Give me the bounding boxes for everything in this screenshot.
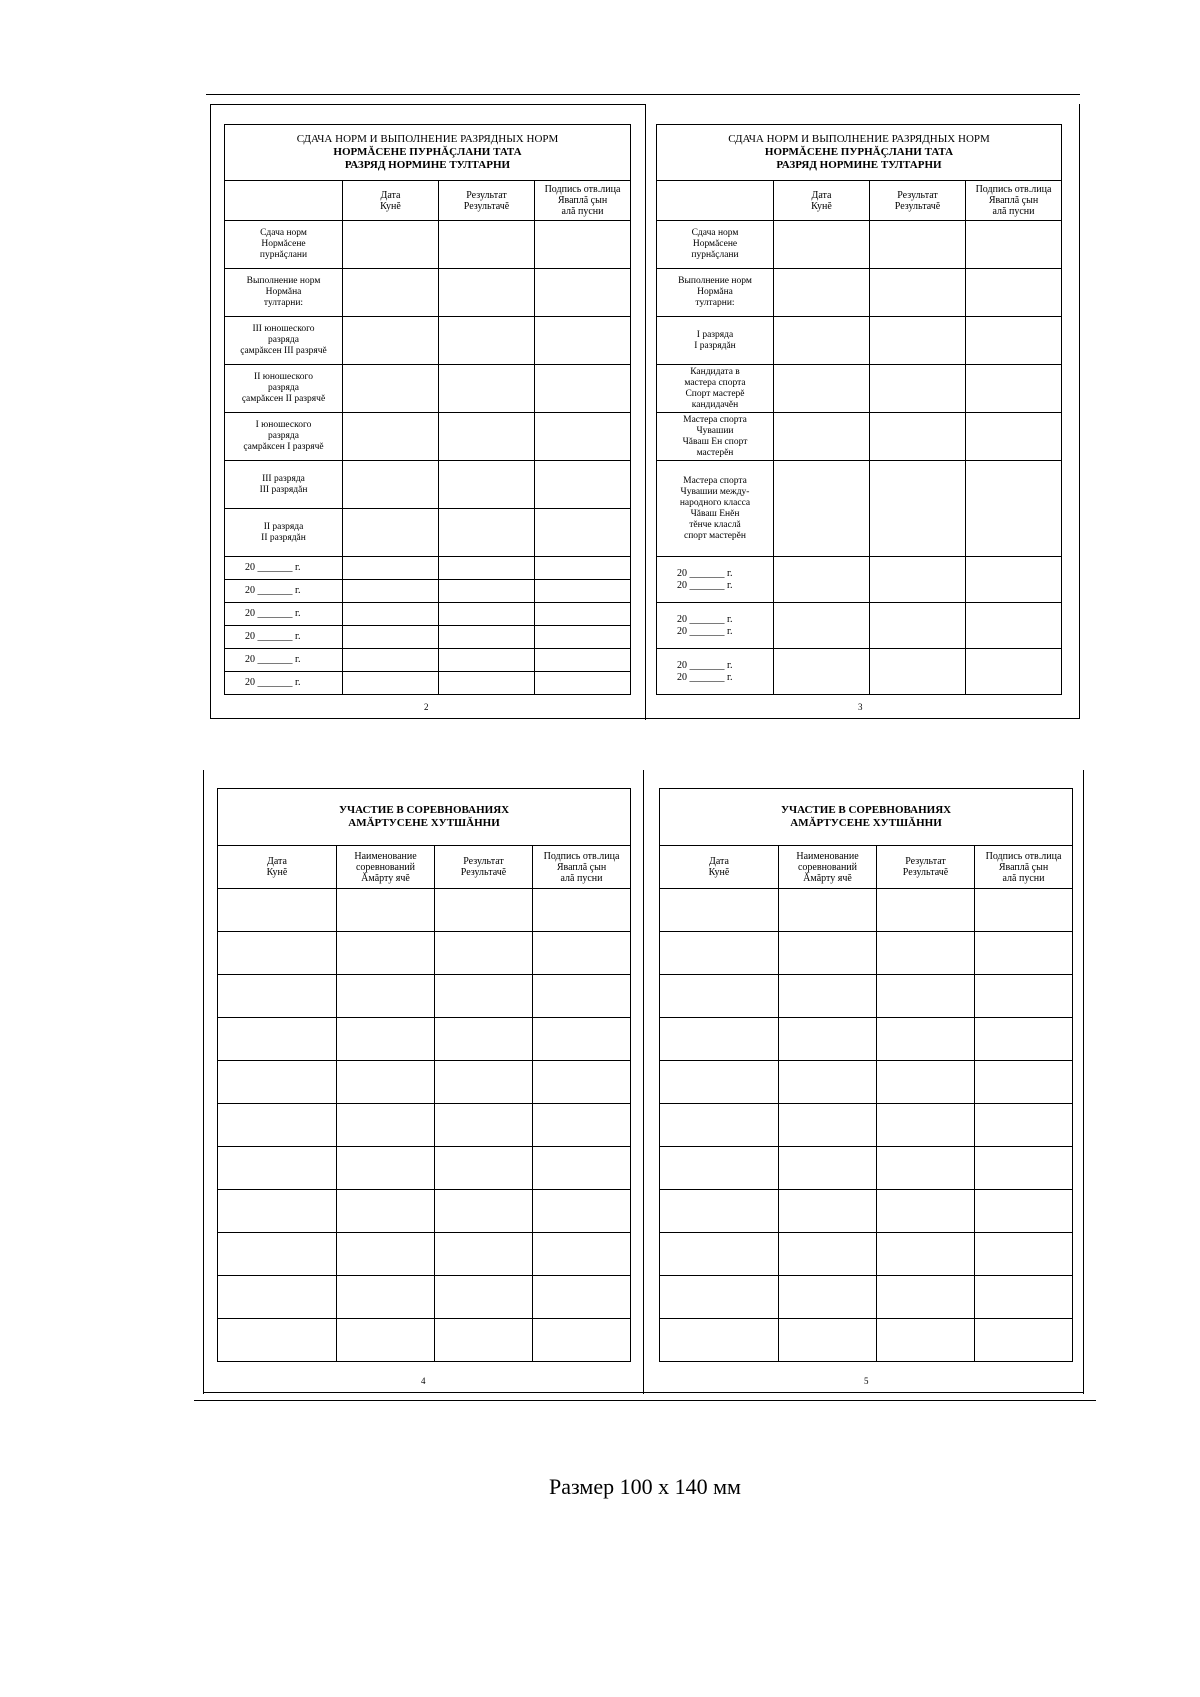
entry-cell[interactable] [343, 649, 439, 672]
entry-cell[interactable] [533, 1104, 631, 1147]
entry-cell[interactable] [660, 1190, 779, 1233]
entry-cell[interactable] [343, 413, 439, 461]
entry-cell[interactable] [343, 672, 439, 695]
entry-cell[interactable] [218, 889, 337, 932]
entry-cell[interactable] [533, 1233, 631, 1276]
entry-cell[interactable] [660, 1104, 779, 1147]
title-line-2: АМĂРТУСЕНЕ ХУТШĂННИ [348, 817, 500, 829]
year-row-label: 20 _______ г. [225, 649, 343, 672]
title-line-1: УЧАСТИЕ В СОРЕВНОВАНИЯХ [780, 804, 952, 816]
col-header-result: Результат Результачĕ [877, 846, 975, 889]
entry-cell[interactable] [660, 1061, 779, 1104]
competition-row [660, 1319, 1073, 1362]
top-spread-bottom-rule [210, 718, 1080, 719]
entry-cell[interactable] [337, 1018, 435, 1061]
year-row-label: 20 _______ г. [225, 672, 343, 695]
row-label-rank-3: III разряда III разрядăн [225, 461, 343, 509]
entry-cell[interactable] [343, 580, 439, 603]
entry-cell[interactable] [435, 1319, 533, 1362]
page-number: 3 [858, 702, 863, 712]
entry-cell[interactable] [337, 1147, 435, 1190]
competitions-rows-page-4 [218, 889, 631, 1362]
entry-cell[interactable] [774, 269, 870, 317]
col-header-signature: Подпись отв.лица Яваплă çын алă пусни [975, 846, 1073, 889]
competitions-table-page-4 [217, 788, 631, 1362]
entry-cell[interactable] [218, 1190, 337, 1233]
entry-cell[interactable] [337, 1233, 435, 1276]
entry-cell[interactable] [535, 221, 631, 269]
entry-cell[interactable] [439, 580, 535, 603]
entry-cell[interactable] [660, 932, 779, 975]
entry-cell[interactable] [435, 932, 533, 975]
entry-cell[interactable] [439, 269, 535, 317]
title-line-2: НОРМĂСЕНЕ ПУРНĂÇЛАНИ ТАТА [764, 146, 954, 158]
entry-cell[interactable] [343, 317, 439, 365]
competition-row [218, 1061, 631, 1104]
entry-cell[interactable] [439, 365, 535, 413]
entry-cell[interactable] [535, 672, 631, 695]
competition-row [660, 889, 1073, 932]
entry-cell[interactable] [774, 649, 870, 695]
entry-cell[interactable] [439, 221, 535, 269]
competition-row [660, 1147, 1073, 1190]
entry-cell[interactable] [966, 365, 1062, 413]
col-header-signature: Подпись отв.лица Яваплă çын алă пусни [966, 181, 1062, 221]
entry-cell[interactable] [533, 1190, 631, 1233]
entry-cell[interactable] [877, 975, 975, 1018]
entry-cell[interactable] [435, 1233, 533, 1276]
entry-cell[interactable] [774, 221, 870, 269]
norms-table-page-2 [224, 124, 631, 695]
title-line-1: УЧАСТИЕ В СОРЕВНОВАНИЯХ [338, 804, 510, 816]
entry-cell[interactable] [337, 1276, 435, 1319]
entry-cell[interactable] [779, 932, 877, 975]
entry-cell[interactable] [975, 1147, 1073, 1190]
entry-cell[interactable] [870, 221, 966, 269]
year-row-label: 20 _______ г. [225, 580, 343, 603]
entry-cell[interactable] [343, 557, 439, 580]
title-line-3: РАЗРЯД НОРМИНЕ ТУЛТАРНИ [776, 159, 942, 171]
entry-cell[interactable] [533, 1147, 631, 1190]
col-header-date: Дата Кунĕ [774, 181, 870, 221]
entry-cell[interactable] [877, 889, 975, 932]
page-number: 5 [864, 1376, 869, 1386]
entry-cell[interactable] [218, 1104, 337, 1147]
competition-row [218, 1018, 631, 1061]
entry-cell[interactable] [660, 1233, 779, 1276]
entry-cell[interactable] [779, 1190, 877, 1233]
top-spread-center-fold [645, 104, 646, 720]
entry-cell[interactable] [435, 1276, 533, 1319]
entry-cell[interactable] [439, 626, 535, 649]
col-header-result: Результат Результачĕ [435, 846, 533, 889]
entry-cell[interactable] [774, 603, 870, 649]
entry-cell[interactable] [660, 975, 779, 1018]
entry-cell[interactable] [774, 557, 870, 603]
entry-cell[interactable] [535, 603, 631, 626]
col-header-competition-name: Наименование соревнований Ăмăрту ячĕ [779, 846, 877, 889]
entry-cell[interactable] [439, 509, 535, 557]
entry-cell[interactable] [975, 975, 1073, 1018]
entry-cell[interactable] [533, 889, 631, 932]
entry-cell[interactable] [533, 975, 631, 1018]
title-line-2: НОРМĂСЕНЕ ПУРНĂÇЛАНИ ТАТА [333, 146, 522, 158]
header-blank-cell [225, 181, 343, 221]
entry-cell[interactable] [877, 932, 975, 975]
entry-cell[interactable] [533, 1018, 631, 1061]
entry-cell[interactable] [966, 649, 1062, 695]
entry-cell[interactable] [975, 1190, 1073, 1233]
entry-cell[interactable] [218, 1233, 337, 1276]
entry-cell[interactable] [774, 365, 870, 413]
entry-cell[interactable] [877, 1276, 975, 1319]
col-header-signature: Подпись отв.лица Яваплă çын алă пусни [535, 181, 631, 221]
entry-cell[interactable] [966, 221, 1062, 269]
entry-cell[interactable] [779, 1018, 877, 1061]
competition-row [660, 1104, 1073, 1147]
entry-cell[interactable] [218, 975, 337, 1018]
row-label-norms-complete: Выполнение норм Нормăна тултарни: [225, 269, 343, 317]
entry-cell[interactable] [870, 365, 966, 413]
entry-cell[interactable] [535, 557, 631, 580]
entry-cell[interactable] [966, 557, 1062, 603]
norms-table-title [657, 125, 1062, 181]
entry-cell[interactable] [870, 317, 966, 365]
entry-cell[interactable] [774, 413, 870, 461]
competition-row [218, 975, 631, 1018]
entry-cell[interactable] [343, 221, 439, 269]
entry-cell[interactable] [966, 317, 1062, 365]
page-number: 2 [424, 702, 429, 712]
entry-cell[interactable] [533, 932, 631, 975]
entry-cell[interactable] [877, 1018, 975, 1061]
entry-cell[interactable] [535, 461, 631, 509]
entry-cell[interactable] [533, 1061, 631, 1104]
year-row-label: 20 _______ г. [225, 626, 343, 649]
entry-cell[interactable] [535, 317, 631, 365]
entry-cell[interactable] [660, 1147, 779, 1190]
entry-cell[interactable] [439, 649, 535, 672]
entry-cell[interactable] [975, 1018, 1073, 1061]
row-label-norms-pass: Сдача норм Нормăсене пурнăçлани [657, 221, 774, 269]
title-line-1: СДАЧА НОРМ И ВЫПОЛНЕНИЕ РАЗРЯДНЫХ НОРМ [728, 133, 990, 145]
top-spread-inner-top-rule [210, 104, 645, 105]
entry-cell[interactable] [877, 1061, 975, 1104]
entry-cell[interactable] [870, 603, 966, 649]
entry-cell[interactable] [779, 1061, 877, 1104]
row-label-junior-3: III юношеского разряда çамрăксен III разрячĕ [225, 317, 343, 365]
entry-cell[interactable] [218, 1147, 337, 1190]
entry-cell[interactable] [877, 1319, 975, 1362]
row-label-norms-complete: Выполнение норм Нормăна тултарни: [657, 269, 774, 317]
competition-row [218, 1190, 631, 1233]
competition-row [218, 1233, 631, 1276]
entry-cell[interactable] [435, 1061, 533, 1104]
entry-cell[interactable] [337, 1061, 435, 1104]
competition-row [218, 1276, 631, 1319]
entry-cell[interactable] [535, 580, 631, 603]
entry-cell[interactable] [535, 365, 631, 413]
entry-cell[interactable] [535, 626, 631, 649]
entry-cell[interactable] [337, 889, 435, 932]
competition-row [660, 932, 1073, 975]
entry-cell[interactable] [870, 269, 966, 317]
row-label-junior-2: II юношеского разряда çамрăксен II разрячĕ [225, 365, 343, 413]
entry-cell[interactable] [877, 1233, 975, 1276]
competitions-table-title [660, 789, 1073, 846]
col-header-result: Результат Результачĕ [439, 181, 535, 221]
col-header-date: Дата Кунĕ [660, 846, 779, 889]
entry-cell[interactable] [337, 1104, 435, 1147]
entry-cell[interactable] [337, 975, 435, 1018]
row-label-master-international: Мастера спорта Чувашии между- народного класса Чăваш Енĕн тĕнче класлă спорт мастерĕн [657, 461, 774, 557]
entry-cell[interactable] [975, 932, 1073, 975]
competition-row [660, 1276, 1073, 1319]
entry-cell[interactable] [218, 1018, 337, 1061]
col-header-competition-name: Наименование соревнований Ăмăрту ячĕ [337, 846, 435, 889]
entry-cell[interactable] [966, 269, 1062, 317]
entry-cell[interactable] [774, 461, 870, 557]
entry-cell[interactable] [337, 1319, 435, 1362]
entry-cell[interactable] [535, 509, 631, 557]
competition-row [218, 1147, 631, 1190]
entry-cell[interactable] [877, 1190, 975, 1233]
col-header-result: Результат Результачĕ [870, 181, 966, 221]
bottom-spread-inner-bottom-rule [203, 1392, 1083, 1393]
entry-cell[interactable] [343, 626, 439, 649]
entry-cell[interactable] [870, 557, 966, 603]
entry-cell[interactable] [975, 889, 1073, 932]
entry-cell[interactable] [966, 461, 1062, 557]
entry-cell[interactable] [779, 975, 877, 1018]
col-header-date: Дата Кунĕ [343, 181, 439, 221]
entry-cell[interactable] [439, 557, 535, 580]
competition-row [660, 1190, 1073, 1233]
year-row-label: 20 _______ г. 20 _______ г. [657, 603, 774, 649]
entry-cell[interactable] [877, 1147, 975, 1190]
entry-cell[interactable] [660, 1319, 779, 1362]
entry-cell[interactable] [337, 932, 435, 975]
size-caption: Размер 100 х 140 мм [549, 1474, 741, 1499]
entry-cell[interactable] [533, 1276, 631, 1319]
bottom-spread-right-edge [1083, 770, 1084, 1394]
entry-cell[interactable] [218, 1276, 337, 1319]
entry-cell[interactable] [779, 889, 877, 932]
entry-cell[interactable] [343, 365, 439, 413]
entry-cell[interactable] [975, 1104, 1073, 1147]
entry-cell[interactable] [218, 932, 337, 975]
competition-row [660, 975, 1073, 1018]
competition-row [660, 1061, 1073, 1104]
entry-cell[interactable] [975, 1276, 1073, 1319]
row-label-norms-pass: Сдача норм Нормăсене пурнăçлани [225, 221, 343, 269]
entry-cell[interactable] [870, 413, 966, 461]
title-line-1: СДАЧА НОРМ И ВЫПОЛНЕНИЕ РАЗРЯДНЫХ НОРМ [296, 133, 559, 145]
entry-cell[interactable] [975, 1233, 1073, 1276]
competitions-table-title [218, 789, 631, 846]
row-label-rank-2: II разряда II разрядăн [225, 509, 343, 557]
entry-cell[interactable] [439, 603, 535, 626]
row-label-junior-1: I юношеского разряда çамрăксен I разрячĕ [225, 413, 343, 461]
year-row-label: 20 _______ г. [225, 557, 343, 580]
title-line-2: АМĂРТУСЕНЕ ХУТШĂННИ [790, 817, 942, 829]
entry-cell[interactable] [660, 1018, 779, 1061]
bottom-spread-center-fold [643, 770, 644, 1394]
competitions-rows-page-5 [660, 889, 1073, 1362]
entry-cell[interactable] [435, 889, 533, 932]
entry-cell[interactable] [218, 1319, 337, 1362]
entry-cell[interactable] [779, 1233, 877, 1276]
competition-row [218, 1104, 631, 1147]
entry-cell[interactable] [779, 1319, 877, 1362]
top-spread-top-rule [206, 94, 1080, 95]
row-label-rank-1: I разряда I разрядăн [657, 317, 774, 365]
entry-cell[interactable] [343, 603, 439, 626]
page-number: 4 [421, 1376, 426, 1386]
competition-row [660, 1233, 1073, 1276]
competition-row [218, 889, 631, 932]
entry-cell[interactable] [218, 1061, 337, 1104]
entry-cell[interactable] [774, 317, 870, 365]
entry-cell[interactable] [435, 1190, 533, 1233]
entry-cell[interactable] [779, 1147, 877, 1190]
entry-cell[interactable] [435, 1018, 533, 1061]
entry-cell[interactable] [435, 975, 533, 1018]
entry-cell[interactable] [660, 1276, 779, 1319]
entry-cell[interactable] [535, 649, 631, 672]
entry-cell[interactable] [439, 672, 535, 695]
entry-cell[interactable] [343, 269, 439, 317]
competition-row [218, 1319, 631, 1362]
entry-cell[interactable] [779, 1276, 877, 1319]
header-blank-cell [657, 181, 774, 221]
entry-cell[interactable] [877, 1104, 975, 1147]
top-spread-left-edge [210, 104, 211, 718]
entry-cell[interactable] [975, 1061, 1073, 1104]
competition-row [218, 932, 631, 975]
year-row-label: 20 _______ г. 20 _______ г. [657, 649, 774, 695]
col-header-signature: Подпись отв.лица Яваплă çын алă пусни [533, 846, 631, 889]
entry-cell[interactable] [966, 413, 1062, 461]
entry-cell[interactable] [535, 269, 631, 317]
bottom-spread-left-edge [203, 770, 204, 1394]
year-row-label: 20 _______ г. 20 _______ г. [657, 557, 774, 603]
norms-table-page-3 [656, 124, 1062, 695]
row-label-master-chuvashia: Мастера спорта Чувашии Чăваш Ен спорт мастерĕн [657, 413, 774, 461]
entry-cell[interactable] [660, 889, 779, 932]
entry-cell[interactable] [975, 1319, 1073, 1362]
entry-cell[interactable] [439, 317, 535, 365]
top-spread-right-edge [1079, 104, 1080, 718]
entry-cell[interactable] [533, 1319, 631, 1362]
entry-cell[interactable] [439, 461, 535, 509]
competitions-table-page-5 [659, 788, 1073, 1362]
row-label-candidate-master: Кандидата в мастера спорта Спорт мастерĕ кандидачĕн [657, 365, 774, 413]
entry-cell[interactable] [435, 1104, 533, 1147]
entry-cell[interactable] [870, 461, 966, 557]
bottom-spread-bottom-rule [194, 1400, 1096, 1401]
entry-cell[interactable] [439, 413, 535, 461]
competition-row [660, 1018, 1073, 1061]
entry-cell[interactable] [870, 649, 966, 695]
entry-cell[interactable] [435, 1147, 533, 1190]
entry-cell[interactable] [337, 1190, 435, 1233]
entry-cell[interactable] [779, 1104, 877, 1147]
entry-cell[interactable] [966, 603, 1062, 649]
year-row-label: 20 _______ г. [225, 603, 343, 626]
entry-cell[interactable] [343, 509, 439, 557]
title-line-3: РАЗРЯД НОРМИНЕ ТУЛТАРНИ [344, 159, 511, 171]
entry-cell[interactable] [535, 413, 631, 461]
col-header-date: Дата Кунĕ [218, 846, 337, 889]
entry-cell[interactable] [343, 461, 439, 509]
norms-table-title [225, 125, 631, 181]
